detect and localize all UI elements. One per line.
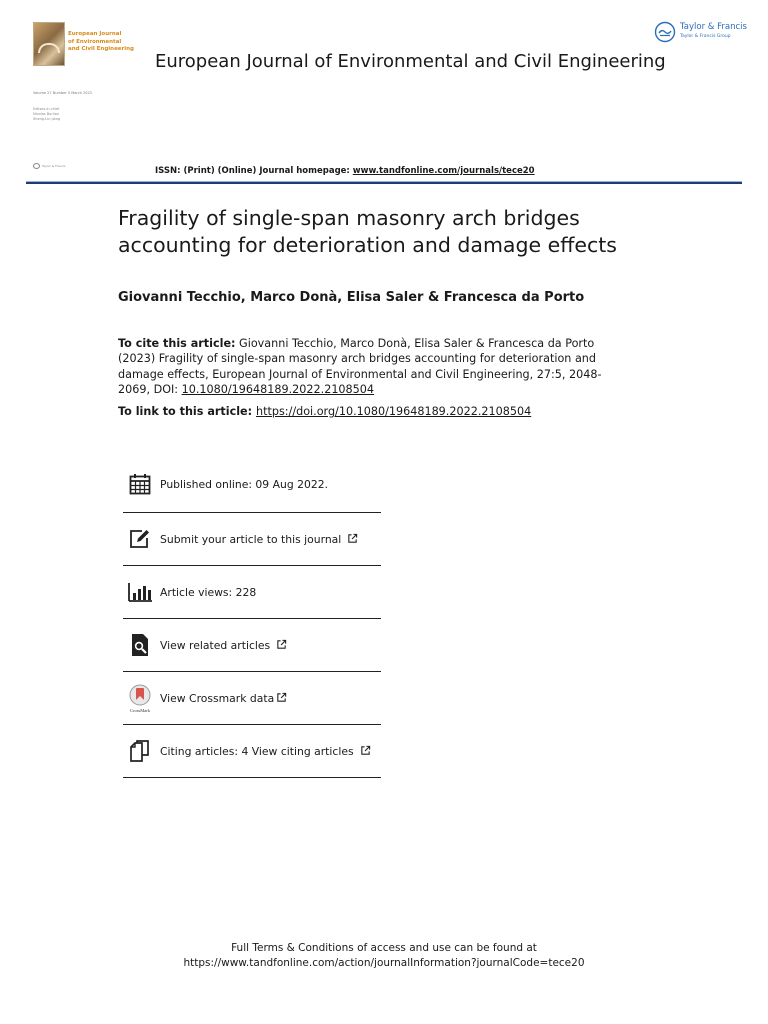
publisher-name: Taylor & Francis [680,22,747,32]
issn-line [155,166,535,176]
crossmark-row[interactable] [123,672,381,725]
related-articles-text: View related articles [160,638,271,652]
publisher-group: Taylor & Francis Group [680,34,731,39]
article-doi-link[interactable]: https://doi.org/10.1080/19648189.2022.2108504 [256,405,532,418]
related-articles-label [160,639,287,652]
article-views-row [123,566,381,619]
publisher-mini-icon [33,163,40,169]
calendar-icon [125,469,155,499]
external-link-icon [360,745,371,756]
external-link-icon [276,639,287,650]
issn-prefix: ISSN: (Print) (Online) Journal homepage: [155,166,353,176]
submit-article-row[interactable] [123,513,381,566]
published-online-row [123,456,381,513]
cover-publisher-mini [33,163,66,169]
article-link-label: To link to this article: [118,405,256,418]
crossmark-caption: CrossMark [130,708,150,713]
citation-doi-link[interactable]: 10.1080/19648189.2022.2108504 [181,382,375,396]
external-link-icon [276,692,287,703]
cover-thumbnail [33,22,65,66]
cover-title-line: of Environmental [68,38,122,45]
cover-editors-line: Nicolas Burlion [33,112,60,116]
crossmark-icon [125,683,155,713]
article-authors: Giovanni Tecchio, Marco Donà, Elisa Saler & Francesca da Porto [118,290,585,305]
article-link-line [118,405,531,418]
cover-journal-title [68,31,148,54]
cover-title-line: European Journal [68,31,122,37]
citation-label: To cite this article: [118,337,236,350]
terms-url[interactable]: https://www.tandfonline.com/action/journalInformation?journalCode=tece20 [183,957,585,969]
article-views-label: Article views: 228 [160,585,257,599]
cover-volume-info: Volume 27 Number 5 March 2023 [33,91,92,95]
citation-block [118,336,633,397]
edit-icon [125,524,155,554]
citing-articles-row[interactable] [123,725,381,778]
submit-article-text: Submit your article to this journal [160,532,342,546]
terms-line: Full Terms & Conditions of access and use can be found at [231,942,537,954]
bar-chart-icon [125,577,155,607]
article-title: Fragility of single-span masonry arch bridges accounting for deterioration and damage effects [118,206,617,257]
citing-articles-text: Citing articles: 4 View citing articles [160,744,354,758]
taylor-francis-logo-icon [654,21,676,43]
crossmark-label [160,692,287,705]
cover-editors [33,107,60,122]
cover-publisher-mini-label: Taylor & Francis [42,164,66,168]
publisher-logo[interactable] [654,21,747,43]
citing-articles-label [160,745,371,758]
article-info-list [123,456,381,778]
crossmark-text: View Crossmark data [160,691,275,705]
external-link-icon [347,533,358,544]
journal-homepage-link[interactable]: www.tandfonline.com/journals/tece20 [352,166,535,176]
journal-name: European Journal of Environmental and Civil Engineering [155,51,666,72]
cover-editors-line: Sheng-Lin Jiang [33,117,61,121]
published-online-label: Published online: 09 Aug 2022. [160,477,329,491]
citation-text: Giovanni Tecchio, Marco Donà, Elisa Saler & Francesca da Porto (2023) Fragility of single-span masonry arch bridges accounting for deterioration and damage effects, European Journal of Environmental and Civil Engineering, 27:5, 2048-2069, DOI: [118,337,602,396]
terms-footer [0,941,768,971]
submit-article-label [160,533,358,546]
citing-articles-icon [125,736,155,766]
header-rule [26,182,742,184]
cover-editors-line: Editors-in-chief [33,107,60,111]
related-search-icon [125,630,155,660]
cover-title-line: and Civil Engineering [68,46,134,52]
related-articles-row[interactable] [123,619,381,672]
